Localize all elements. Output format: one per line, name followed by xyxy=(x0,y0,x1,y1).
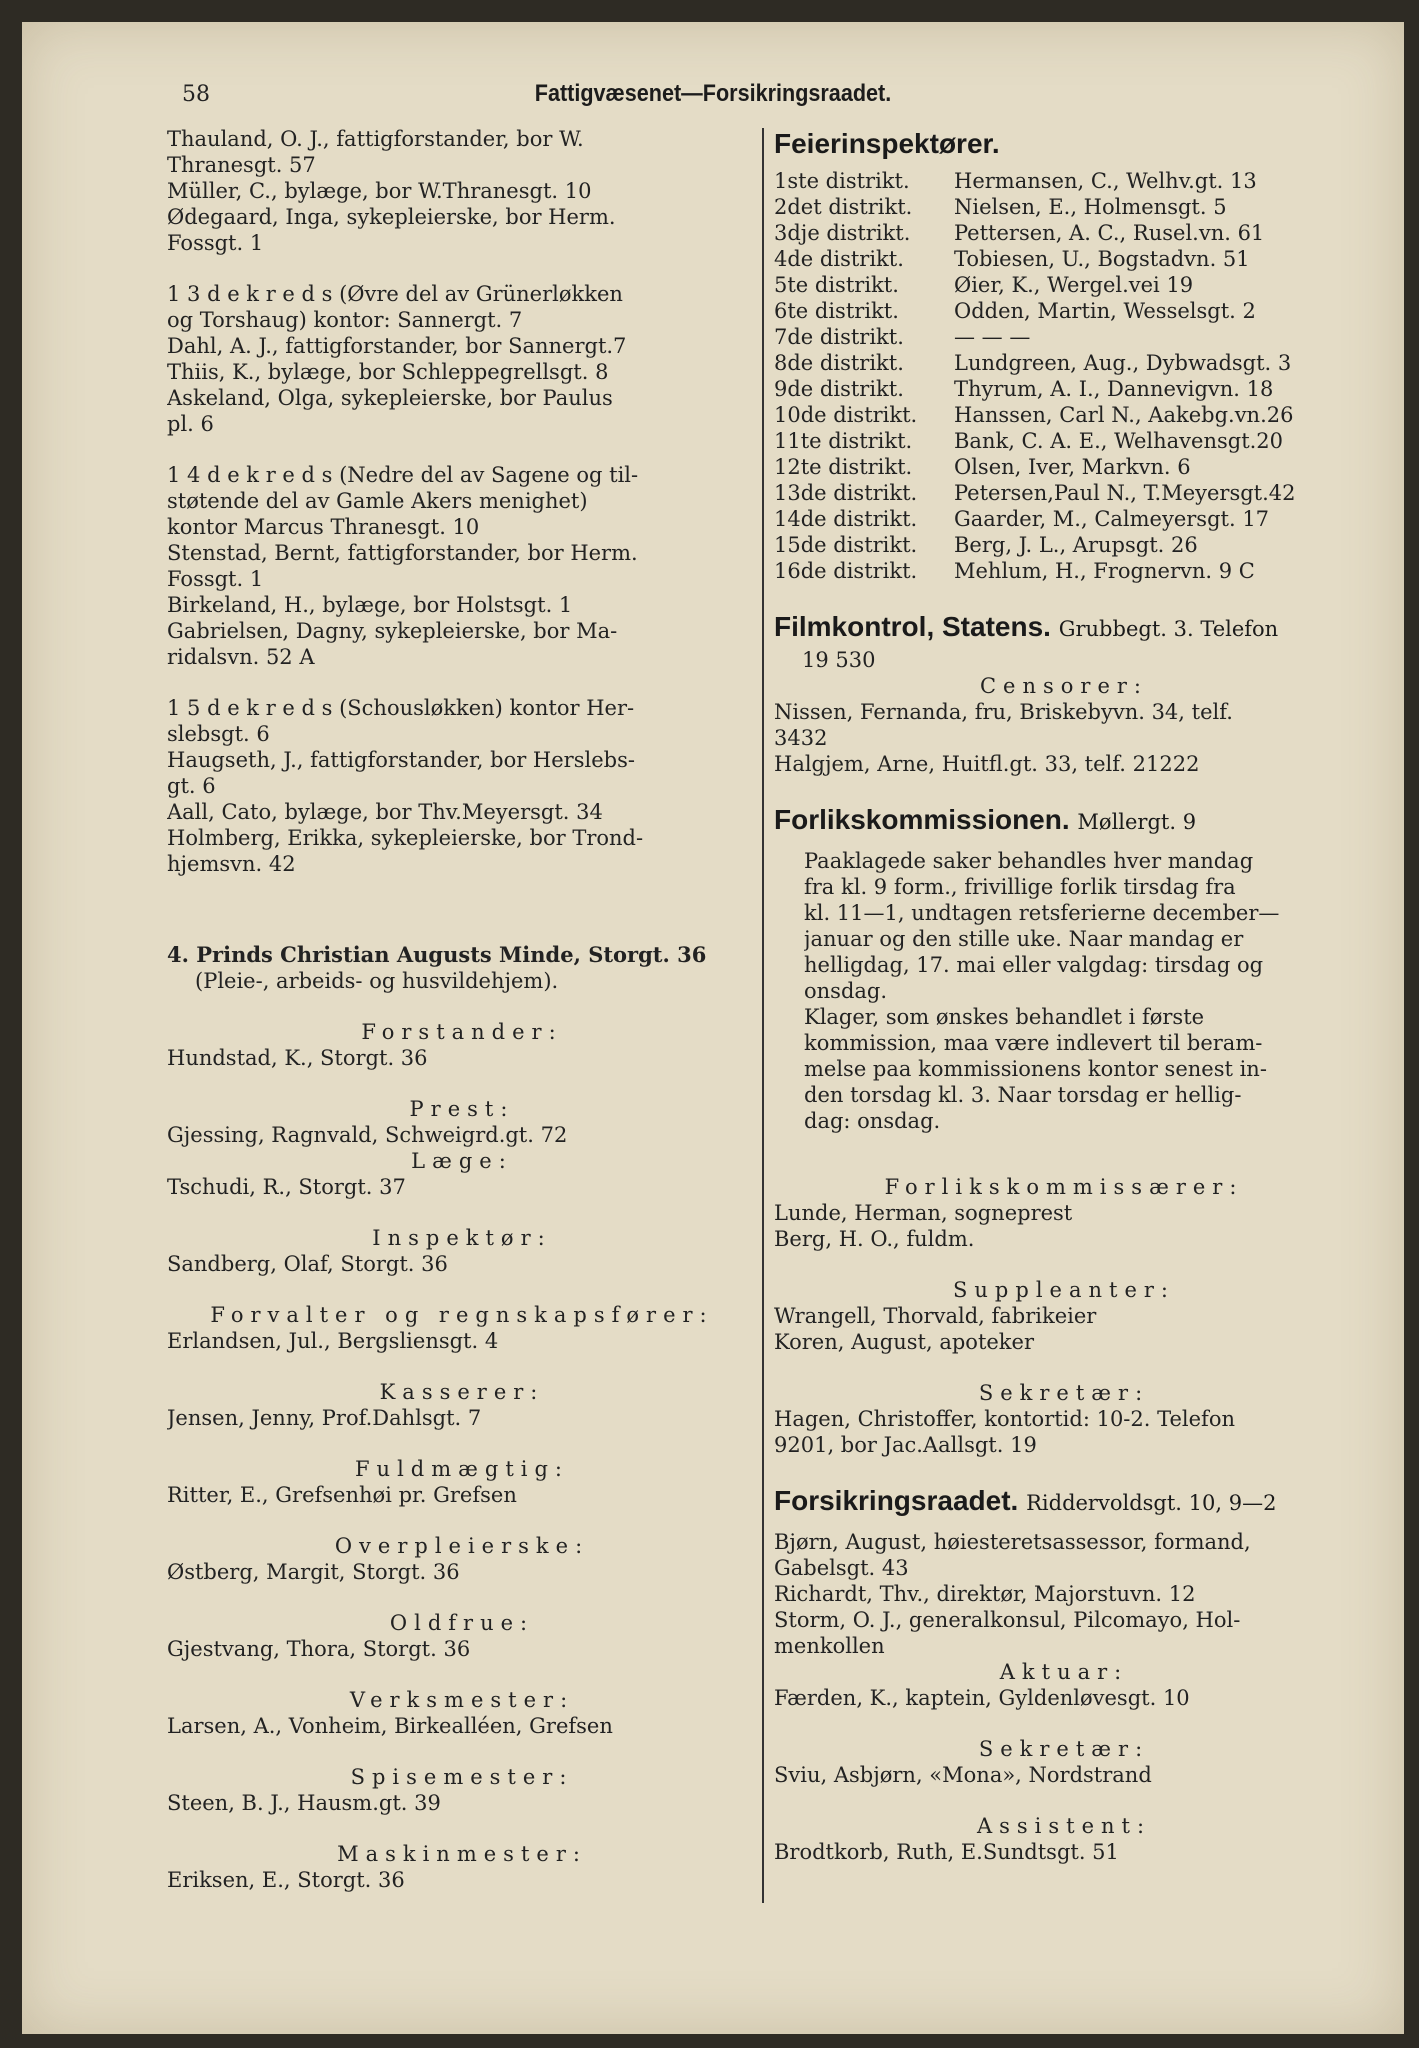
film-heading xyxy=(774,609,1354,647)
film-address: Grubbegt. 3. Telefon xyxy=(1058,617,1279,641)
censorer-heading: Censorer: xyxy=(979,674,1149,698)
fors-members xyxy=(774,1529,1354,1659)
text-line: 1 4 d e k r e d s (Nedre del av Sagene og til- xyxy=(167,463,639,487)
district-row xyxy=(774,558,1296,584)
district-number: 11te distrikt. xyxy=(774,429,913,453)
verksmester-heading: Verksmester: xyxy=(349,1688,575,1712)
district-number: 3dje distrikt. xyxy=(774,221,911,245)
district-inspector: Lundgreen, Aug., Dybwadsgt. 3 xyxy=(954,351,1292,375)
district-inspector: Gaarder, M., Calmeyersgt. 17 xyxy=(954,507,1270,531)
block-a xyxy=(167,126,757,256)
district-number: 4de distrikt. xyxy=(774,247,904,271)
kreds-15 xyxy=(167,695,757,877)
district-row xyxy=(774,428,1296,454)
forstander-entry: Hundstad, K., Storgt. 36 xyxy=(167,1046,428,1070)
text-line: januar og den stille uke. Naar mandag er xyxy=(804,927,1244,951)
kasserer-heading: Kasserer: xyxy=(379,1380,545,1404)
kreds-14 xyxy=(167,462,757,670)
fuldmaegtig-heading: Fuldmægtig: xyxy=(354,1457,570,1481)
district-number: 12te distrikt. xyxy=(774,455,913,479)
forvalter-entry: Erlandsen, Jul., Bergsliensgt. 4 xyxy=(167,1329,499,1353)
district-row xyxy=(774,376,1296,402)
text-line: Fossgt. 1 xyxy=(167,567,264,591)
district-row xyxy=(774,532,1296,558)
oldfrue-heading: Oldfrue: xyxy=(389,1611,535,1635)
maskinmester-heading: Maskinmester: xyxy=(337,1842,587,1866)
text-line: Berg, H. O., fuldm. xyxy=(774,1227,975,1251)
feier-title: Feierinspektører. xyxy=(774,128,1000,159)
sekretaer2-heading: Sekretær: xyxy=(978,1737,1150,1761)
text-line: Klager, som ønskes behandlet i første xyxy=(804,1005,1205,1029)
district-row xyxy=(774,506,1296,532)
district-inspector: Hanssen, Carl N., Aakebg.vn.26 xyxy=(954,403,1294,427)
forvalter-heading: Forvalter og regnskapsfører: xyxy=(210,1303,714,1327)
minde-title: 4. Prinds Christian Augusts Minde, Storgt. 36 xyxy=(167,942,707,967)
text-line: Müller, C., bylæge, bor W.Thranesgt. 10 xyxy=(167,179,592,203)
assistent-heading: Assistent: xyxy=(976,1814,1152,1838)
text-line: Gabrielsen, Dagny, sykepleierske, bor Ma- xyxy=(167,619,618,643)
district-inspector: Petersen,Paul N., T.Meyersgt.42 xyxy=(954,481,1296,505)
fors-address: Riddervoldsgt. 10, 9—2 xyxy=(1026,1491,1277,1515)
text-line: menkollen xyxy=(774,1634,885,1658)
district-row xyxy=(774,454,1296,480)
text-line: Halgjem, Arne, Huitfl.gt. 33, telf. 21222 xyxy=(774,752,1200,776)
district-inspector: Thyrum, A. I., Dannevigvn. 18 xyxy=(954,377,1274,401)
text-line: 1 5 d e k r e d s (Schousløkken) kontor Her- xyxy=(167,696,635,720)
sekretaer-list xyxy=(774,1406,1354,1458)
inspektor-heading: Inspektør: xyxy=(372,1226,552,1250)
text-line: Dahl, A. J., fattigforstander, bor Sannergt.7 xyxy=(167,334,627,358)
kreds-13 xyxy=(167,281,757,437)
text-line: fra kl. 9 form., frivillige forlik tirsdag fra xyxy=(804,875,1236,899)
text-line: helligdag, 17. mai eller valgdag: tirsdag og xyxy=(804,953,1264,977)
page-header xyxy=(22,22,1404,132)
laege-heading: Læge: xyxy=(411,1149,513,1173)
text-line: 3432 xyxy=(774,726,828,750)
text-line: den torsdag kl. 3. Naar torsdag er hellig- xyxy=(804,1083,1242,1107)
inspektor-entry: Sandberg, Olaf, Storgt. 36 xyxy=(167,1252,448,1276)
district-number: 13de distrikt. xyxy=(774,481,918,505)
text-line: Askeland, Olga, sykepleierske, bor Paulus xyxy=(167,386,613,410)
text-line: Koren, August, apoteker xyxy=(774,1330,1034,1354)
film-title: Filmkontrol, Statens. xyxy=(774,611,1051,642)
column-divider xyxy=(762,128,764,1903)
sekretaer2-entry: Sviu, Asbjørn, «Mona», Nordstrand xyxy=(774,1763,1152,1787)
spisemester-entry: Steen, B. J., Hausm.gt. 39 xyxy=(167,1791,441,1815)
overpleierske-entry: Østberg, Margit, Storgt. 36 xyxy=(167,1560,460,1584)
district-number: 15de distrikt. xyxy=(774,533,918,557)
kasserer-entry: Jensen, Jenny, Prof.Dahlsgt. 7 xyxy=(167,1406,482,1430)
district-row xyxy=(774,350,1296,376)
text-line: hjemsvn. 42 xyxy=(167,852,296,876)
forlik-address: Møllergt. 9 xyxy=(1077,810,1197,834)
text-line: Fossgt. 1 xyxy=(167,231,264,255)
verksmester-entry: Larsen, A., Vonheim, Birkealléen, Grefsen xyxy=(167,1714,613,1738)
forstander-heading: Forstander: xyxy=(361,1020,563,1044)
text-line: gt. 6 xyxy=(167,774,216,798)
text-line: Nissen, Fernanda, fru, Briskebyvn. 34, telf. xyxy=(774,700,1233,724)
text-line: kl. 11—1, undtagen retsferierne december— xyxy=(804,901,1280,925)
text-line: Aall, Cato, bylæge, bor Thv.Meyersgt. 34 xyxy=(167,800,603,824)
oldfrue-entry: Gjestvang, Thora, Storgt. 36 xyxy=(167,1637,471,1661)
suppleanter-list xyxy=(774,1303,1354,1355)
sekretaer-heading: Sekretær: xyxy=(978,1381,1150,1405)
forlik-text xyxy=(774,848,1354,1134)
text-line: Haugseth, J., fattigforstander, bor Herslebs- xyxy=(167,748,635,772)
district-number: 9de distrikt. xyxy=(774,377,904,401)
district-inspector: Mehlum, H., Frognervn. 9 C xyxy=(954,559,1255,583)
district-inspector: Nielsen, E., Holmensgt. 5 xyxy=(954,195,1227,219)
prest-heading: Prest: xyxy=(409,1097,515,1121)
district-inspector: Odden, Martin, Wesselsgt. 2 xyxy=(954,299,1256,323)
text-line: Wrangell, Thorvald, fabrikeier xyxy=(774,1304,1097,1328)
district-row xyxy=(774,194,1296,220)
minde-subtitle: (Pleie-, arbeids- og husvildehjem). xyxy=(195,969,559,993)
text-line: Hagen, Christoffer, kontortid: 10-2. Telefon xyxy=(774,1407,1235,1431)
text-line: Paaklagede saker behandles hver mandag xyxy=(804,849,1254,873)
text-line: Holmberg, Erikka, sykepleierske, bor Trond- xyxy=(167,826,644,850)
right-column xyxy=(774,126,1354,1865)
district-number: 10de distrikt. xyxy=(774,403,918,427)
text-line: melse paa kommissionens kontor senest in- xyxy=(804,1057,1267,1081)
text-line: kommission, maa være indlevert til beram- xyxy=(804,1031,1263,1055)
text-line: kontor Marcus Thranesgt. 10 xyxy=(167,515,480,539)
district-row xyxy=(774,480,1296,506)
district-row xyxy=(774,246,1296,272)
district-number: 16de distrikt. xyxy=(774,559,918,583)
overpleierske-heading: Overpleierske: xyxy=(334,1534,590,1558)
text-line: Thauland, O. J., fattigforstander, bor W. xyxy=(167,127,584,151)
district-inspector: Berg, J. L., Arupsgt. 26 xyxy=(954,533,1198,557)
text-line: og Torshaug) kontor: Sannergt. 7 xyxy=(167,308,523,332)
district-row xyxy=(774,272,1296,298)
district-number: 1ste distrikt. xyxy=(774,169,910,193)
district-number: 6te distrikt. xyxy=(774,299,899,323)
text-line: pl. 6 xyxy=(167,412,214,436)
fors-title: Forsikringsraadet. xyxy=(774,1485,1019,1516)
forlikskom-list xyxy=(774,1200,1354,1252)
district-inspector: Bank, C. A. E., Welhavensgt.20 xyxy=(954,429,1284,453)
districts-table xyxy=(774,168,1296,584)
page-title: Fattigvæsenet—Forsikringsraadet. xyxy=(534,80,892,107)
text-line: 1 3 d e k r e d s (Øvre del av Grünerløkken xyxy=(167,282,623,306)
text-line: Lunde, Herman, sogneprest xyxy=(774,1201,1073,1225)
text-line: onsdag. xyxy=(804,979,888,1003)
district-inspector: Tobiesen, U., Bogstadvn. 51 xyxy=(954,247,1250,271)
text-line: 9201, bor Jac.Aallsgt. 19 xyxy=(774,1433,1037,1457)
district-number: 7de distrikt. xyxy=(774,325,904,349)
page-number: 58 xyxy=(182,82,210,107)
text-line: Storm, O. J., generalkonsul, Pilcomayo, Hol- xyxy=(774,1608,1241,1632)
text-line: Thranesgt. 57 xyxy=(167,153,316,177)
district-row xyxy=(774,168,1296,194)
district-number: 8de distrikt. xyxy=(774,351,904,375)
text-line: Stenstad, Bernt, fattigforstander, bor Herm. xyxy=(167,541,638,565)
text-line: slebsgt. 6 xyxy=(167,722,270,746)
text-line: Thiis, K., bylæge, bor Schleppegrellsgt. 8 xyxy=(167,360,609,384)
left-column xyxy=(167,126,757,1893)
district-number: 2det distrikt. xyxy=(774,195,913,219)
censorer-list xyxy=(774,699,1354,777)
text-line: Ødegaard, Inga, sykepleierske, bor Herm. xyxy=(167,205,616,229)
film-phone: 19 530 xyxy=(802,648,876,672)
district-inspector: Hermansen, C., Welhv.gt. 13 xyxy=(954,169,1257,193)
text-line: Bjørn, August, høiesteretsassessor, formand, xyxy=(774,1530,1251,1554)
district-inspector: — — — xyxy=(954,325,1031,349)
fors-heading xyxy=(774,1483,1354,1521)
district-number: 14de distrikt. xyxy=(774,507,918,531)
district-inspector: Øier, K., Wergel.vei 19 xyxy=(954,273,1194,297)
district-row xyxy=(774,220,1296,246)
district-row xyxy=(774,402,1296,428)
text-line: Birkeland, H., bylæge, bor Holstsgt. 1 xyxy=(167,593,573,617)
text-line: støtende del av Gamle Akers menighet) xyxy=(167,489,588,513)
text-line: ridalsvn. 52 A xyxy=(167,645,315,669)
page xyxy=(22,22,1404,2034)
aktuar-heading: Aktuar: xyxy=(999,1660,1129,1684)
fuldmaegtig-entry: Ritter, E., Grefsenhøi pr. Grefsen xyxy=(167,1483,517,1507)
district-row xyxy=(774,324,1296,350)
laege-entry: Tschudi, R., Storgt. 37 xyxy=(167,1175,406,1199)
district-inspector: Olsen, Iver, Markvn. 6 xyxy=(954,455,1191,479)
prest-entry: Gjessing, Ragnvald, Schweigrd.gt. 72 xyxy=(167,1123,568,1147)
forlik-heading xyxy=(774,802,1354,840)
suppleanter-heading: Suppleanter: xyxy=(953,1278,1175,1302)
aktuar-entry: Færden, K., kaptein, Gyldenløvesgt. 10 xyxy=(774,1686,1190,1710)
forlik-title: Forlikskommissionen. xyxy=(774,804,1070,835)
district-row xyxy=(774,298,1296,324)
text-line: Gabelsgt. 43 xyxy=(774,1556,909,1580)
maskinmester-entry: Eriksen, E., Storgt. 36 xyxy=(167,1868,405,1892)
district-number: 5te distrikt. xyxy=(774,273,899,297)
assistent-entry: Brodtkorb, Ruth, E.Sundtsgt. 51 xyxy=(774,1840,1119,1864)
district-inspector: Pettersen, A. C., Rusel.vn. 61 xyxy=(954,221,1265,245)
text-line: dag: onsdag. xyxy=(804,1109,941,1133)
text-line: Richardt, Thv., direktør, Majorstuvn. 12 xyxy=(774,1582,1196,1606)
forlikskom-heading: Forlikskommissærer: xyxy=(884,1175,1244,1199)
spisemester-heading: Spisemester: xyxy=(350,1765,574,1789)
